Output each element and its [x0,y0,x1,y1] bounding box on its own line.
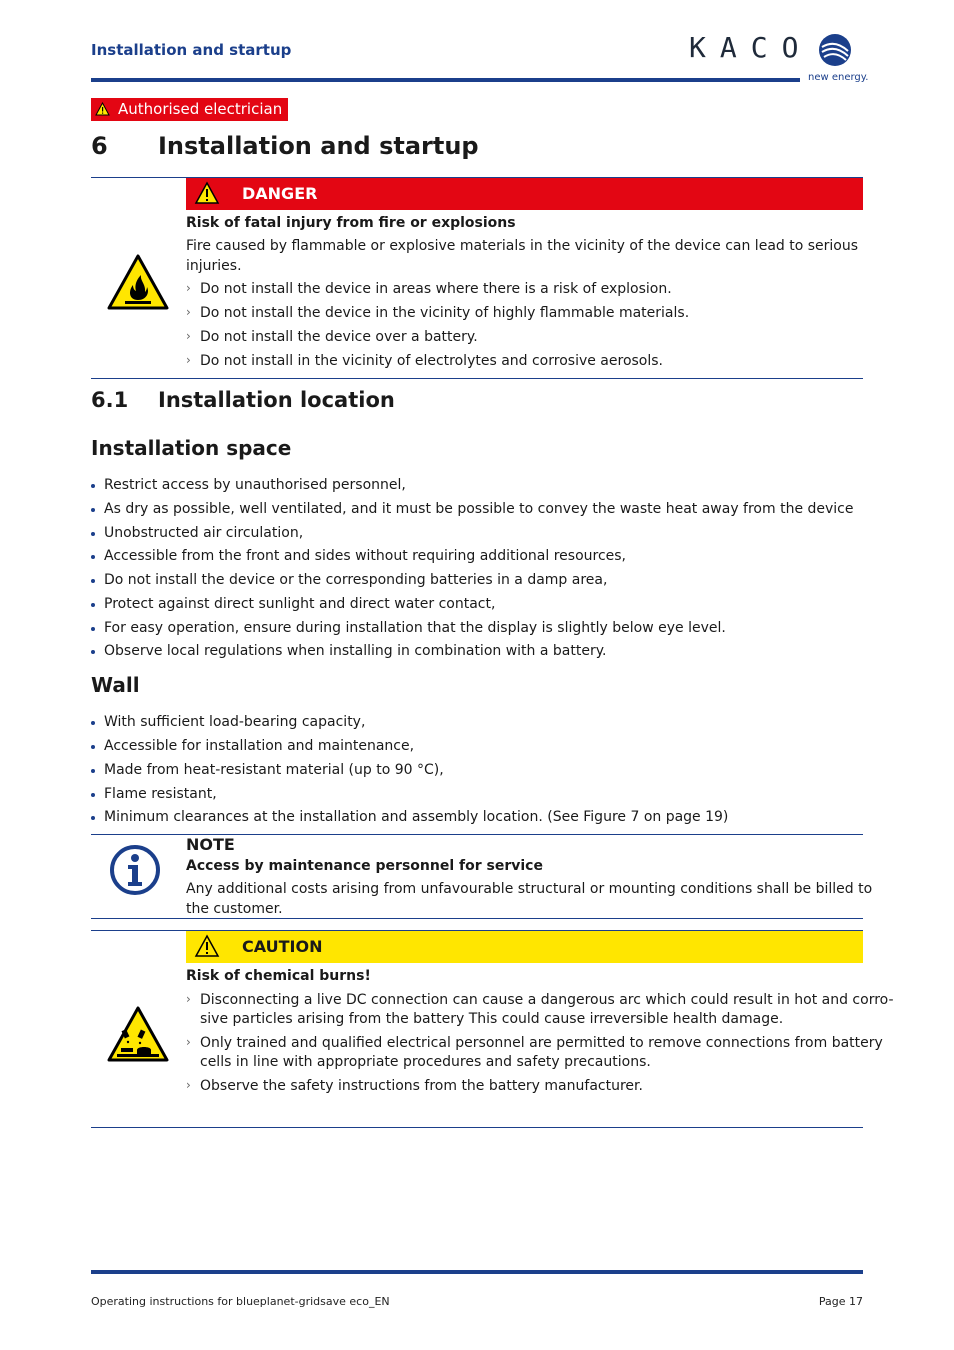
info-icon [109,844,161,896]
danger-heading: Risk of fatal injury from fire or explosions [186,215,516,231]
list-arrow-icon: › [186,305,191,319]
bullet-icon [91,769,95,773]
danger-item: Do not install the device in the vicinity of highly flammable materials. [200,305,690,321]
footer-rule [91,1270,863,1274]
bullet-icon [91,816,95,820]
list-item: Protect against direct sunlight and direct water contact, [104,596,496,612]
footer-document-title: Operating instructions for blueplanet-gridsave eco_EN [91,1295,390,1308]
list-item: Minimum clearances at the installation and assembly location. (See Figure 7 on page 19) [104,809,729,825]
list-item: Do not install the device or the corresponding batteries in a damp area, [104,572,608,588]
list-arrow-icon: › [186,281,191,295]
danger-intro-line: injuries. [186,258,242,274]
list-item: As dry as possible, well ventilated, and it must be possible to convey the waste heat away from the device [104,501,854,517]
caution-item-line: Disconnecting a live DC connection can cause a dangerous arc which could result in hot and corro- [200,992,894,1008]
note-line: the customer. [186,901,283,917]
caution-bottom-rule [91,1127,863,1128]
list-item: Restrict access by unauthorised personnel, [104,477,406,493]
caution-item-line: sive particles arising from the battery This could cause irreversible health damage. [200,1011,784,1027]
list-item: Made from heat-resistant material (up to 90 °C), [104,762,444,778]
bullet-icon [91,532,95,536]
caution-label: CAUTION [242,937,323,956]
caution-item-line: cells in line with appropriate procedures and safety precautions. [200,1054,651,1070]
fire-hazard-icon [107,254,169,310]
bullet-icon [91,721,95,725]
kaco-logo-icon [818,33,852,67]
danger-item: Do not install the device in areas where there is a risk of explosion. [200,281,672,297]
section-title: Installation location [158,388,395,412]
danger-intro-line: Fire caused by flammable or explosive materials in the vicinity of the device can lead to serious [186,238,859,254]
bullet-icon [91,508,95,512]
list-item: Unobstructed air circulation, [104,525,304,541]
bullet-icon [91,484,95,488]
list-item: With sufficient load-bearing capacity, [104,714,366,730]
kaco-logo-text: KACO [689,31,813,64]
list-item: Flame resistant, [104,786,217,802]
caution-bar [186,931,863,963]
list-arrow-icon: › [186,1078,191,1092]
list-arrow-icon: › [186,992,191,1006]
list-arrow-icon: › [186,329,191,343]
danger-item: Do not install in the vicinity of electrolytes and corrosive aerosols. [200,353,664,369]
chapter-number: 6 [91,132,108,160]
list-item: Observe local regulations when installing in combination with a battery. [104,643,607,659]
header-title: Installation and startup [91,41,292,59]
note-bottom-rule [91,918,863,919]
caution-item-line: Observe the safety instructions from the battery manufacturer. [200,1078,643,1094]
bullet-icon [91,579,95,583]
list-arrow-icon: › [186,353,191,367]
list-item: Accessible for installation and maintenance, [104,738,415,754]
section-number: 6.1 [91,388,129,412]
list-item: Accessible from the front and sides without requiring additional resources, [104,548,627,564]
kaco-logo-tagline: new energy. [808,72,869,83]
danger-item: Do not install the device over a battery. [200,329,478,345]
role-badge [91,98,288,121]
warning-triangle-icon [95,102,110,116]
list-item: For easy operation, ensure during installation that the display is slightly below eye level. [104,620,726,636]
note-heading: Access by maintenance personnel for service [186,858,543,874]
footer-page-number: Page 17 [818,1295,863,1308]
wall-heading: Wall [91,673,140,697]
chapter-title: Installation and startup [158,132,479,160]
bullet-icon [91,793,95,797]
header-rule [91,78,800,82]
bullet-icon [91,745,95,749]
warning-triangle-icon [194,934,220,958]
bullet-icon [91,555,95,559]
danger-bottom-rule [91,378,863,379]
installation-space-heading: Installation space [91,436,292,460]
caution-item-line: Only trained and qualified electrical personnel are permitted to remove connections from battery [200,1035,883,1051]
danger-label: DANGER [242,184,318,203]
corrosive-hazard-icon [107,1006,169,1062]
note-label: NOTE [186,835,235,854]
caution-heading: Risk of chemical burns! [186,968,371,984]
note-line: Any additional costs arising from unfavourable structural or mounting conditions shall be billed to [186,881,873,897]
bullet-icon [91,603,95,607]
warning-triangle-icon [194,181,220,205]
bullet-icon [91,627,95,631]
role-badge-label: Authorised electrician [118,100,283,118]
list-arrow-icon: › [186,1035,191,1049]
danger-bar [186,178,863,210]
bullet-icon [91,650,95,654]
